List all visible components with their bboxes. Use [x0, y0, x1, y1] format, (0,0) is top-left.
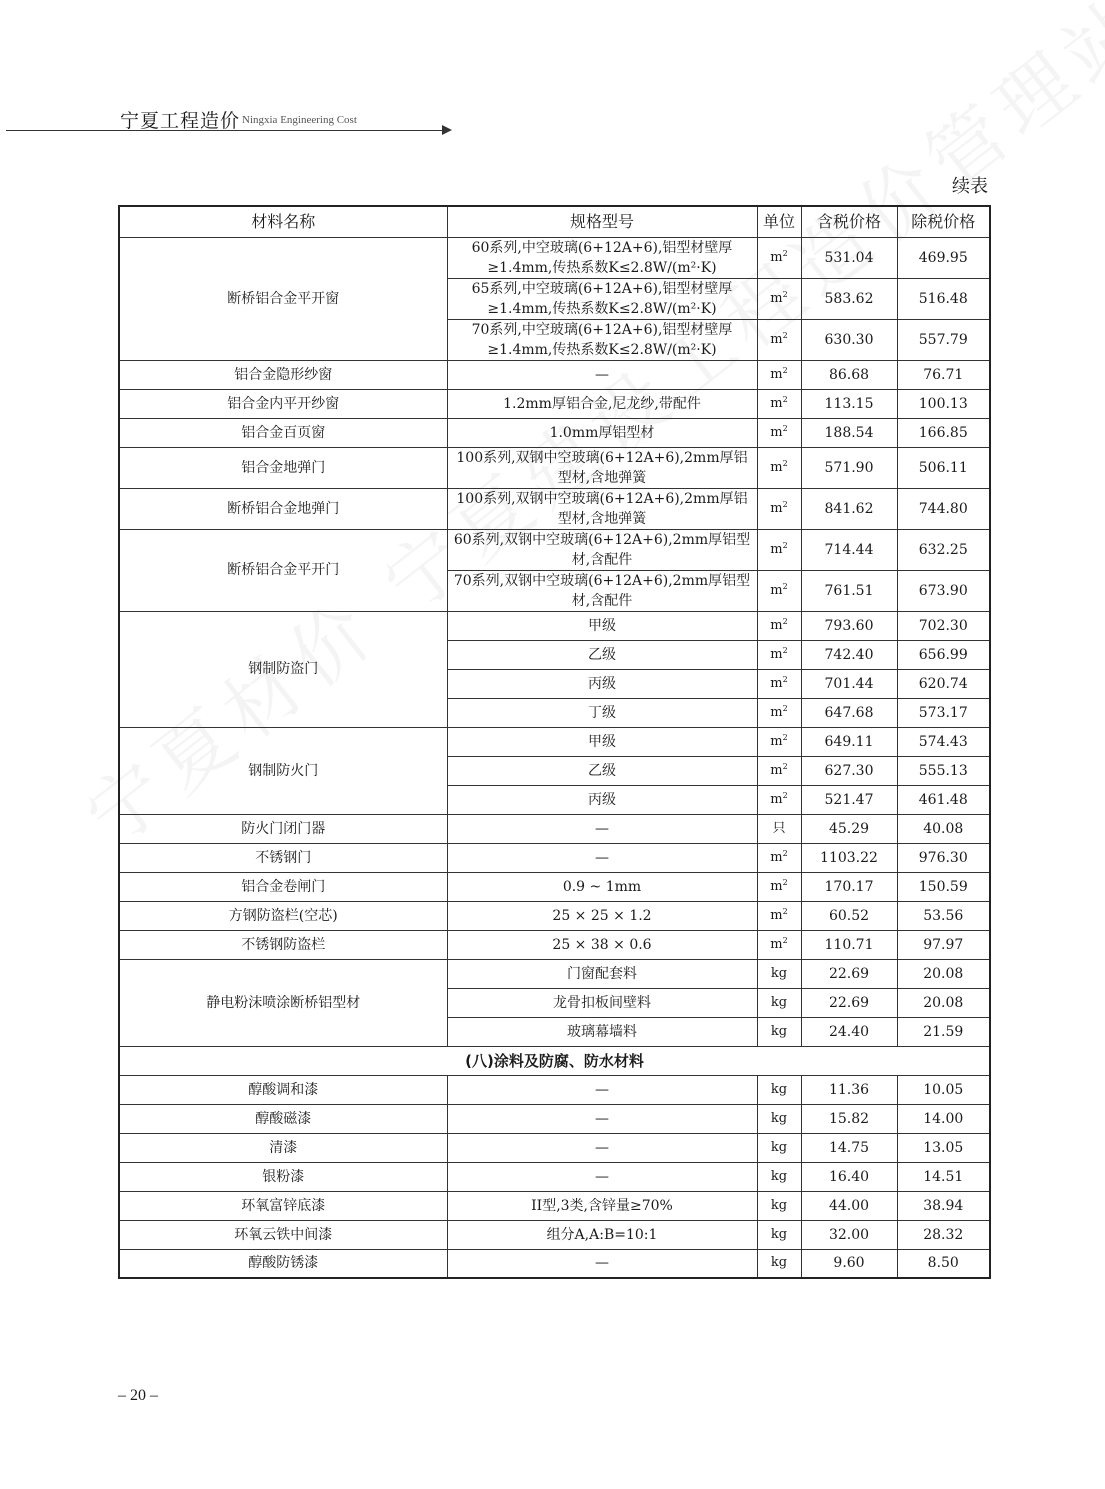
material-name: 静电粉沫喷涂断桥铝型材 [119, 959, 447, 1046]
material-name: 方钢防盗栏(空芯) [119, 901, 447, 930]
material-name: 断桥铝合金平开窗 [119, 237, 447, 360]
spec: — [447, 1249, 757, 1278]
table-row [119, 727, 990, 756]
tax-price: 841.62 [801, 488, 897, 529]
spec: — [447, 1104, 757, 1133]
notax-price: 557.79 [897, 319, 990, 360]
spec: II型,3类,含锌量≥70% [447, 1191, 757, 1220]
col-header-notax-price: 除税价格 [897, 206, 990, 237]
arrow-icon [442, 125, 452, 135]
unit: $m^2$ [757, 843, 801, 872]
section-title: (八)涂料及防腐、防水材料 [119, 1046, 990, 1075]
notax-price: 555.13 [897, 756, 990, 785]
material-name: 铝合金百页窗 [119, 418, 447, 447]
material-name: 铝合金内平开纱窗 [119, 389, 447, 418]
tax-price: 24.40 [801, 1017, 897, 1046]
header-rule [6, 130, 446, 131]
unit: kg [757, 1191, 801, 1220]
unit: $m^2$ [757, 901, 801, 930]
material-name: 醇酸磁漆 [119, 1104, 447, 1133]
tax-price: 14.75 [801, 1133, 897, 1162]
notax-price: 469.95 [897, 237, 990, 278]
unit: $m^2$ [757, 930, 801, 959]
journal-subtitle: Ningxia Engineering Cost [242, 114, 357, 126]
table-row [119, 959, 990, 988]
unit: kg [757, 1162, 801, 1191]
material-name: 钢制防火门 [119, 727, 447, 814]
tax-price: 583.62 [801, 278, 897, 319]
tax-price: 44.00 [801, 1191, 897, 1220]
table-row [119, 1249, 990, 1278]
notax-price: 574.43 [897, 727, 990, 756]
tax-price: 521.47 [801, 785, 897, 814]
unit: $m^2$ [757, 611, 801, 640]
spec: 丁级 [447, 698, 757, 727]
unit: 只 [757, 814, 801, 843]
unit: $m^2$ [757, 570, 801, 611]
tax-price: 22.69 [801, 988, 897, 1017]
col-header-unit: 单位 [757, 206, 801, 237]
notax-price: 744.80 [897, 488, 990, 529]
unit: $m^2$ [757, 488, 801, 529]
tax-price: 630.30 [801, 319, 897, 360]
unit: $m^2$ [757, 360, 801, 389]
material-name: 铝合金地弹门 [119, 447, 447, 488]
unit: kg [757, 1220, 801, 1249]
notax-price: 506.11 [897, 447, 990, 488]
notax-price: 516.48 [897, 278, 990, 319]
notax-price: 28.32 [897, 1220, 990, 1249]
tax-price: 45.29 [801, 814, 897, 843]
tax-price: 113.15 [801, 389, 897, 418]
notax-price: 10.05 [897, 1075, 990, 1104]
tax-price: 571.90 [801, 447, 897, 488]
table-row [119, 1191, 990, 1220]
unit: kg [757, 1017, 801, 1046]
col-header-tax-price: 含税价格 [801, 206, 897, 237]
unit: $m^2$ [757, 418, 801, 447]
material-name: 银粉漆 [119, 1162, 447, 1191]
material-name: 环氧富锌底漆 [119, 1191, 447, 1220]
tax-price: 649.11 [801, 727, 897, 756]
tax-price: 742.40 [801, 640, 897, 669]
spec: — [447, 1133, 757, 1162]
notax-price: 14.00 [897, 1104, 990, 1133]
spec: 玻璃幕墙料 [447, 1017, 757, 1046]
material-name: 防火门闭门器 [119, 814, 447, 843]
material-name: 不锈钢防盗栏 [119, 930, 447, 959]
spec: — [447, 1162, 757, 1191]
notax-price: 461.48 [897, 785, 990, 814]
table-row [119, 611, 990, 640]
table-row [119, 529, 990, 570]
tax-price: 22.69 [801, 959, 897, 988]
material-name: 不锈钢门 [119, 843, 447, 872]
material-name: 醇酸调和漆 [119, 1075, 447, 1104]
notax-price: 53.56 [897, 901, 990, 930]
unit: $m^2$ [757, 669, 801, 698]
unit: $m^2$ [757, 389, 801, 418]
tax-price: 15.82 [801, 1104, 897, 1133]
table-row [119, 930, 990, 959]
notax-price: 20.08 [897, 988, 990, 1017]
col-header-spec: 规格型号 [447, 206, 757, 237]
tax-price: 1103.22 [801, 843, 897, 872]
page-number: – 20 – [118, 1387, 158, 1404]
table-row [119, 1133, 990, 1162]
table-row [119, 843, 990, 872]
unit: kg [757, 959, 801, 988]
unit: $m^2$ [757, 785, 801, 814]
material-name: 钢制防盗门 [119, 611, 447, 727]
tax-price: 170.17 [801, 872, 897, 901]
spec: 70系列,中空玻璃(6+12A+6),铝型材壁厚≥1.4mm,传热系数K≤2.8W/(m²·K) [447, 319, 757, 360]
spec: 龙骨扣板间壁料 [447, 988, 757, 1017]
tax-price: 761.51 [801, 570, 897, 611]
tax-price: 110.71 [801, 930, 897, 959]
unit: $m^2$ [757, 278, 801, 319]
spec: 1.0mm厚铝型材 [447, 418, 757, 447]
notax-price: 150.59 [897, 872, 990, 901]
table-row [119, 389, 990, 418]
spec: 1.2mm厚铝合金,尼龙纱,带配件 [447, 389, 757, 418]
tax-price: 32.00 [801, 1220, 897, 1249]
notax-price: 673.90 [897, 570, 990, 611]
table-header-row [119, 206, 990, 237]
table-row [119, 237, 990, 278]
spec: 丙级 [447, 785, 757, 814]
unit: kg [757, 988, 801, 1017]
spec: 门窗配套料 [447, 959, 757, 988]
table-row [119, 1162, 990, 1191]
spec: 乙级 [447, 756, 757, 785]
tax-price: 11.36 [801, 1075, 897, 1104]
tax-price: 793.60 [801, 611, 897, 640]
spec: 甲级 [447, 611, 757, 640]
unit: $m^2$ [757, 872, 801, 901]
spec: — [447, 1075, 757, 1104]
notax-price: 21.59 [897, 1017, 990, 1046]
notax-price: 97.97 [897, 930, 990, 959]
notax-price: 573.17 [897, 698, 990, 727]
material-name: 断桥铝合金平开门 [119, 529, 447, 611]
spec: — [447, 814, 757, 843]
unit: $m^2$ [757, 727, 801, 756]
notax-price: 166.85 [897, 418, 990, 447]
spec: 25 × 38 × 0.6 [447, 930, 757, 959]
notax-price: 702.30 [897, 611, 990, 640]
section-row [119, 1046, 990, 1075]
table-row [119, 1220, 990, 1249]
table-row [119, 872, 990, 901]
unit: $m^2$ [757, 756, 801, 785]
notax-price: 656.99 [897, 640, 990, 669]
continued-label: 续表 [952, 176, 988, 197]
tax-price: 60.52 [801, 901, 897, 930]
spec: 丙级 [447, 669, 757, 698]
spec: 甲级 [447, 727, 757, 756]
material-name: 醇酸防锈漆 [119, 1249, 447, 1278]
price-table [118, 205, 991, 1279]
spec: 组分A,A:B=10:1 [447, 1220, 757, 1249]
notax-price: 20.08 [897, 959, 990, 988]
table-row [119, 814, 990, 843]
spec: 100系列,双钢中空玻璃(6+12A+6),2mm厚铝型材,含地弹簧 [447, 447, 757, 488]
spec: 0.9 ~ 1mm [447, 872, 757, 901]
unit: kg [757, 1104, 801, 1133]
table-row [119, 1104, 990, 1133]
spec: 100系列,双钢中空玻璃(6+12A+6),2mm厚铝型材,含地弹簧 [447, 488, 757, 529]
col-header-name: 材料名称 [119, 206, 447, 237]
notax-price: 76.71 [897, 360, 990, 389]
unit: $m^2$ [757, 640, 801, 669]
unit: $m^2$ [757, 698, 801, 727]
table-row [119, 901, 990, 930]
notax-price: 8.50 [897, 1249, 990, 1278]
journal-title: 宁夏工程造价 [120, 110, 241, 132]
unit: $m^2$ [757, 319, 801, 360]
spec: — [447, 360, 757, 389]
unit: kg [757, 1133, 801, 1162]
tax-price: 714.44 [801, 529, 897, 570]
table-row [119, 418, 990, 447]
spec: 60系列,中空玻璃(6+12A+6),铝型材壁厚≥1.4mm,传热系数K≤2.8W/(m²·K) [447, 237, 757, 278]
tax-price: 86.68 [801, 360, 897, 389]
unit: $m^2$ [757, 529, 801, 570]
material-name: 断桥铝合金地弹门 [119, 488, 447, 529]
tax-price: 188.54 [801, 418, 897, 447]
notax-price: 976.30 [897, 843, 990, 872]
notax-price: 13.05 [897, 1133, 990, 1162]
tax-price: 531.04 [801, 237, 897, 278]
table-row [119, 488, 990, 529]
notax-price: 14.51 [897, 1162, 990, 1191]
spec: 70系列,双钢中空玻璃(6+12A+6),2mm厚铝型材,含配件 [447, 570, 757, 611]
material-name: 清漆 [119, 1133, 447, 1162]
unit: kg [757, 1249, 801, 1278]
unit: kg [757, 1075, 801, 1104]
table-row [119, 360, 990, 389]
spec: 乙级 [447, 640, 757, 669]
material-name: 环氧云铁中间漆 [119, 1220, 447, 1249]
spec: 65系列,中空玻璃(6+12A+6),铝型材壁厚≥1.4mm,传热系数K≤2.8W/(m²·K) [447, 278, 757, 319]
spec: 25 × 25 × 1.2 [447, 901, 757, 930]
notax-price: 40.08 [897, 814, 990, 843]
tax-price: 9.60 [801, 1249, 897, 1278]
table-row [119, 447, 990, 488]
material-name: 铝合金隐形纱窗 [119, 360, 447, 389]
notax-price: 632.25 [897, 529, 990, 570]
notax-price: 620.74 [897, 669, 990, 698]
tax-price: 16.40 [801, 1162, 897, 1191]
spec: 60系列,双钢中空玻璃(6+12A+6),2mm厚铝型材,含配件 [447, 529, 757, 570]
tax-price: 627.30 [801, 756, 897, 785]
spec: — [447, 843, 757, 872]
notax-price: 38.94 [897, 1191, 990, 1220]
table-row [119, 1075, 990, 1104]
tax-price: 701.44 [801, 669, 897, 698]
material-name: 铝合金卷闸门 [119, 872, 447, 901]
notax-price: 100.13 [897, 389, 990, 418]
unit: $m^2$ [757, 447, 801, 488]
unit: $m^2$ [757, 237, 801, 278]
tax-price: 647.68 [801, 698, 897, 727]
